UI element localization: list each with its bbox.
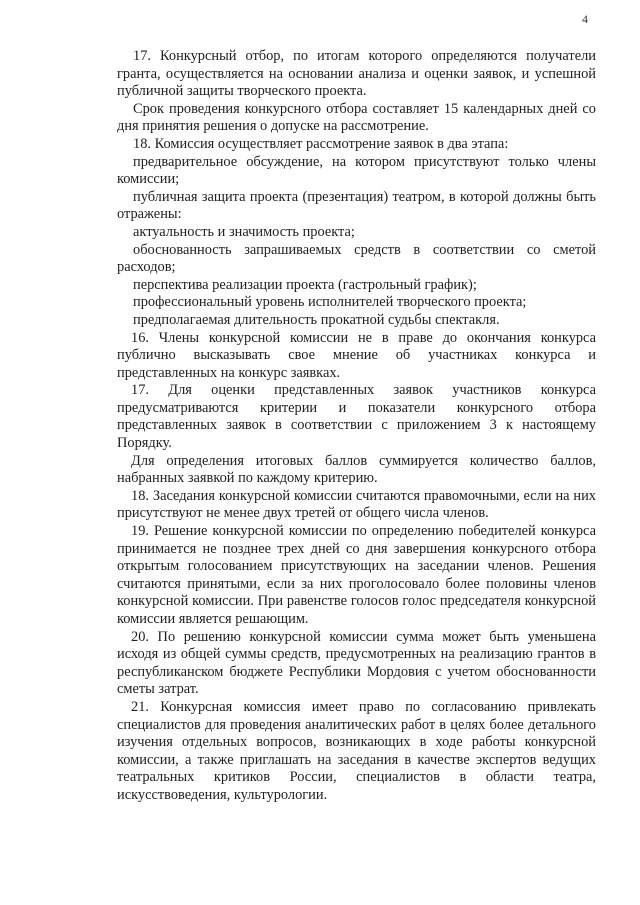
list-item-relevance: актуальность и значимость проекта; [133, 223, 355, 240]
paragraph-17-evaluation-criteria: 17. Для оценки представленных заявок участников конкурса предусматриваются критерии и показатели конкурсного отбора представленных заявок в соответствии с приложением 3 к настоящему Порядку. [117, 382, 596, 452]
paragraph-stage-public-defense: публичная защита проекта (презентация) театром, в которой должны быть отражены: [117, 188, 596, 223]
paragraph-20-amount-reduction: 20. По решению конкурсной комиссии сумма может быть уменьшена исходя из общей суммы средств, предусмотренных на реализацию грантов в республиканском бюджете Республики Мордовия с учетом обоснованности сметы затрат. [117, 628, 596, 698]
paragraph-stage-preliminary: предварительное обсуждение, на котором присутствуют только члены комиссии; [117, 153, 596, 188]
paragraph-19-winner-decision: 19. Решение конкурсной комиссии по определению победителей конкурса принимается не позднее трех дней со дня завершения конкурсного отбора открытым голосованием присутствующих на заседании членов. Решения считаются принятыми, если за них проголосовало более половины членов конкурсной комиссии. При равенстве голосов голос председателя конкурсной комиссии является решающим. [117, 523, 596, 627]
paragraph-17-selection-basis: 17. Конкурсный отбор, по итогам которого определяются получатели гранта, осуществляется на основании анализа и оценки заявок, и успешной публичной защиты творческого проекта. [117, 48, 596, 100]
paragraph-total-score: Для определения итоговых баллов суммируется количество баллов, набранных заявкой по каждому критерию. [117, 452, 596, 487]
list-item-run-duration: предполагаемая длительность прокатной судьбы спектакля. [133, 311, 500, 328]
list-item-performers-level: профессиональный уровень исполнителей творческого проекта; [133, 294, 527, 311]
paragraph-selection-term: Срок проведения конкурсного отбора составляет 15 календарных дней со дня принятия решения о допуске на рассмотрение. [117, 100, 596, 135]
paragraph-18-quorum: 18. Заседания конкурсной комиссии считаются правомочными, если на них присутствуют не менее двух третей от общего числа членов. [117, 487, 596, 522]
document-body [117, 48, 596, 805]
paragraph-18-two-stages: 18. Комиссия осуществляет рассмотрение заявок в два этапа: [133, 135, 509, 152]
list-item-cost-justification: обоснованность запрашиваемых средств в соответствии со сметой расходов; [117, 241, 596, 276]
paragraph-21-experts: 21. Конкурсная комиссия имеет право по согласованию привлекать специалистов для проведения аналитических работ в целях более детального изучения отдельных вопросов, возникающих в ходе работы конкурсной комиссии, а также приглашать на заседания в качестве экспертов ведущих театральных критиков России, специалистов в области театра, искусствоведения, культурологии. [117, 698, 596, 803]
list-item-implementation-prospects: перспектива реализации проекта (гастрольный график); [133, 276, 477, 293]
paragraph-16-members-restriction: 16. Члены конкурсной комиссии не в праве до окончания конкурса публично высказывать свое мнение об участниках конкурса и представленных на конкурс заявках. [117, 329, 596, 381]
page-number: 4 [582, 12, 588, 26]
